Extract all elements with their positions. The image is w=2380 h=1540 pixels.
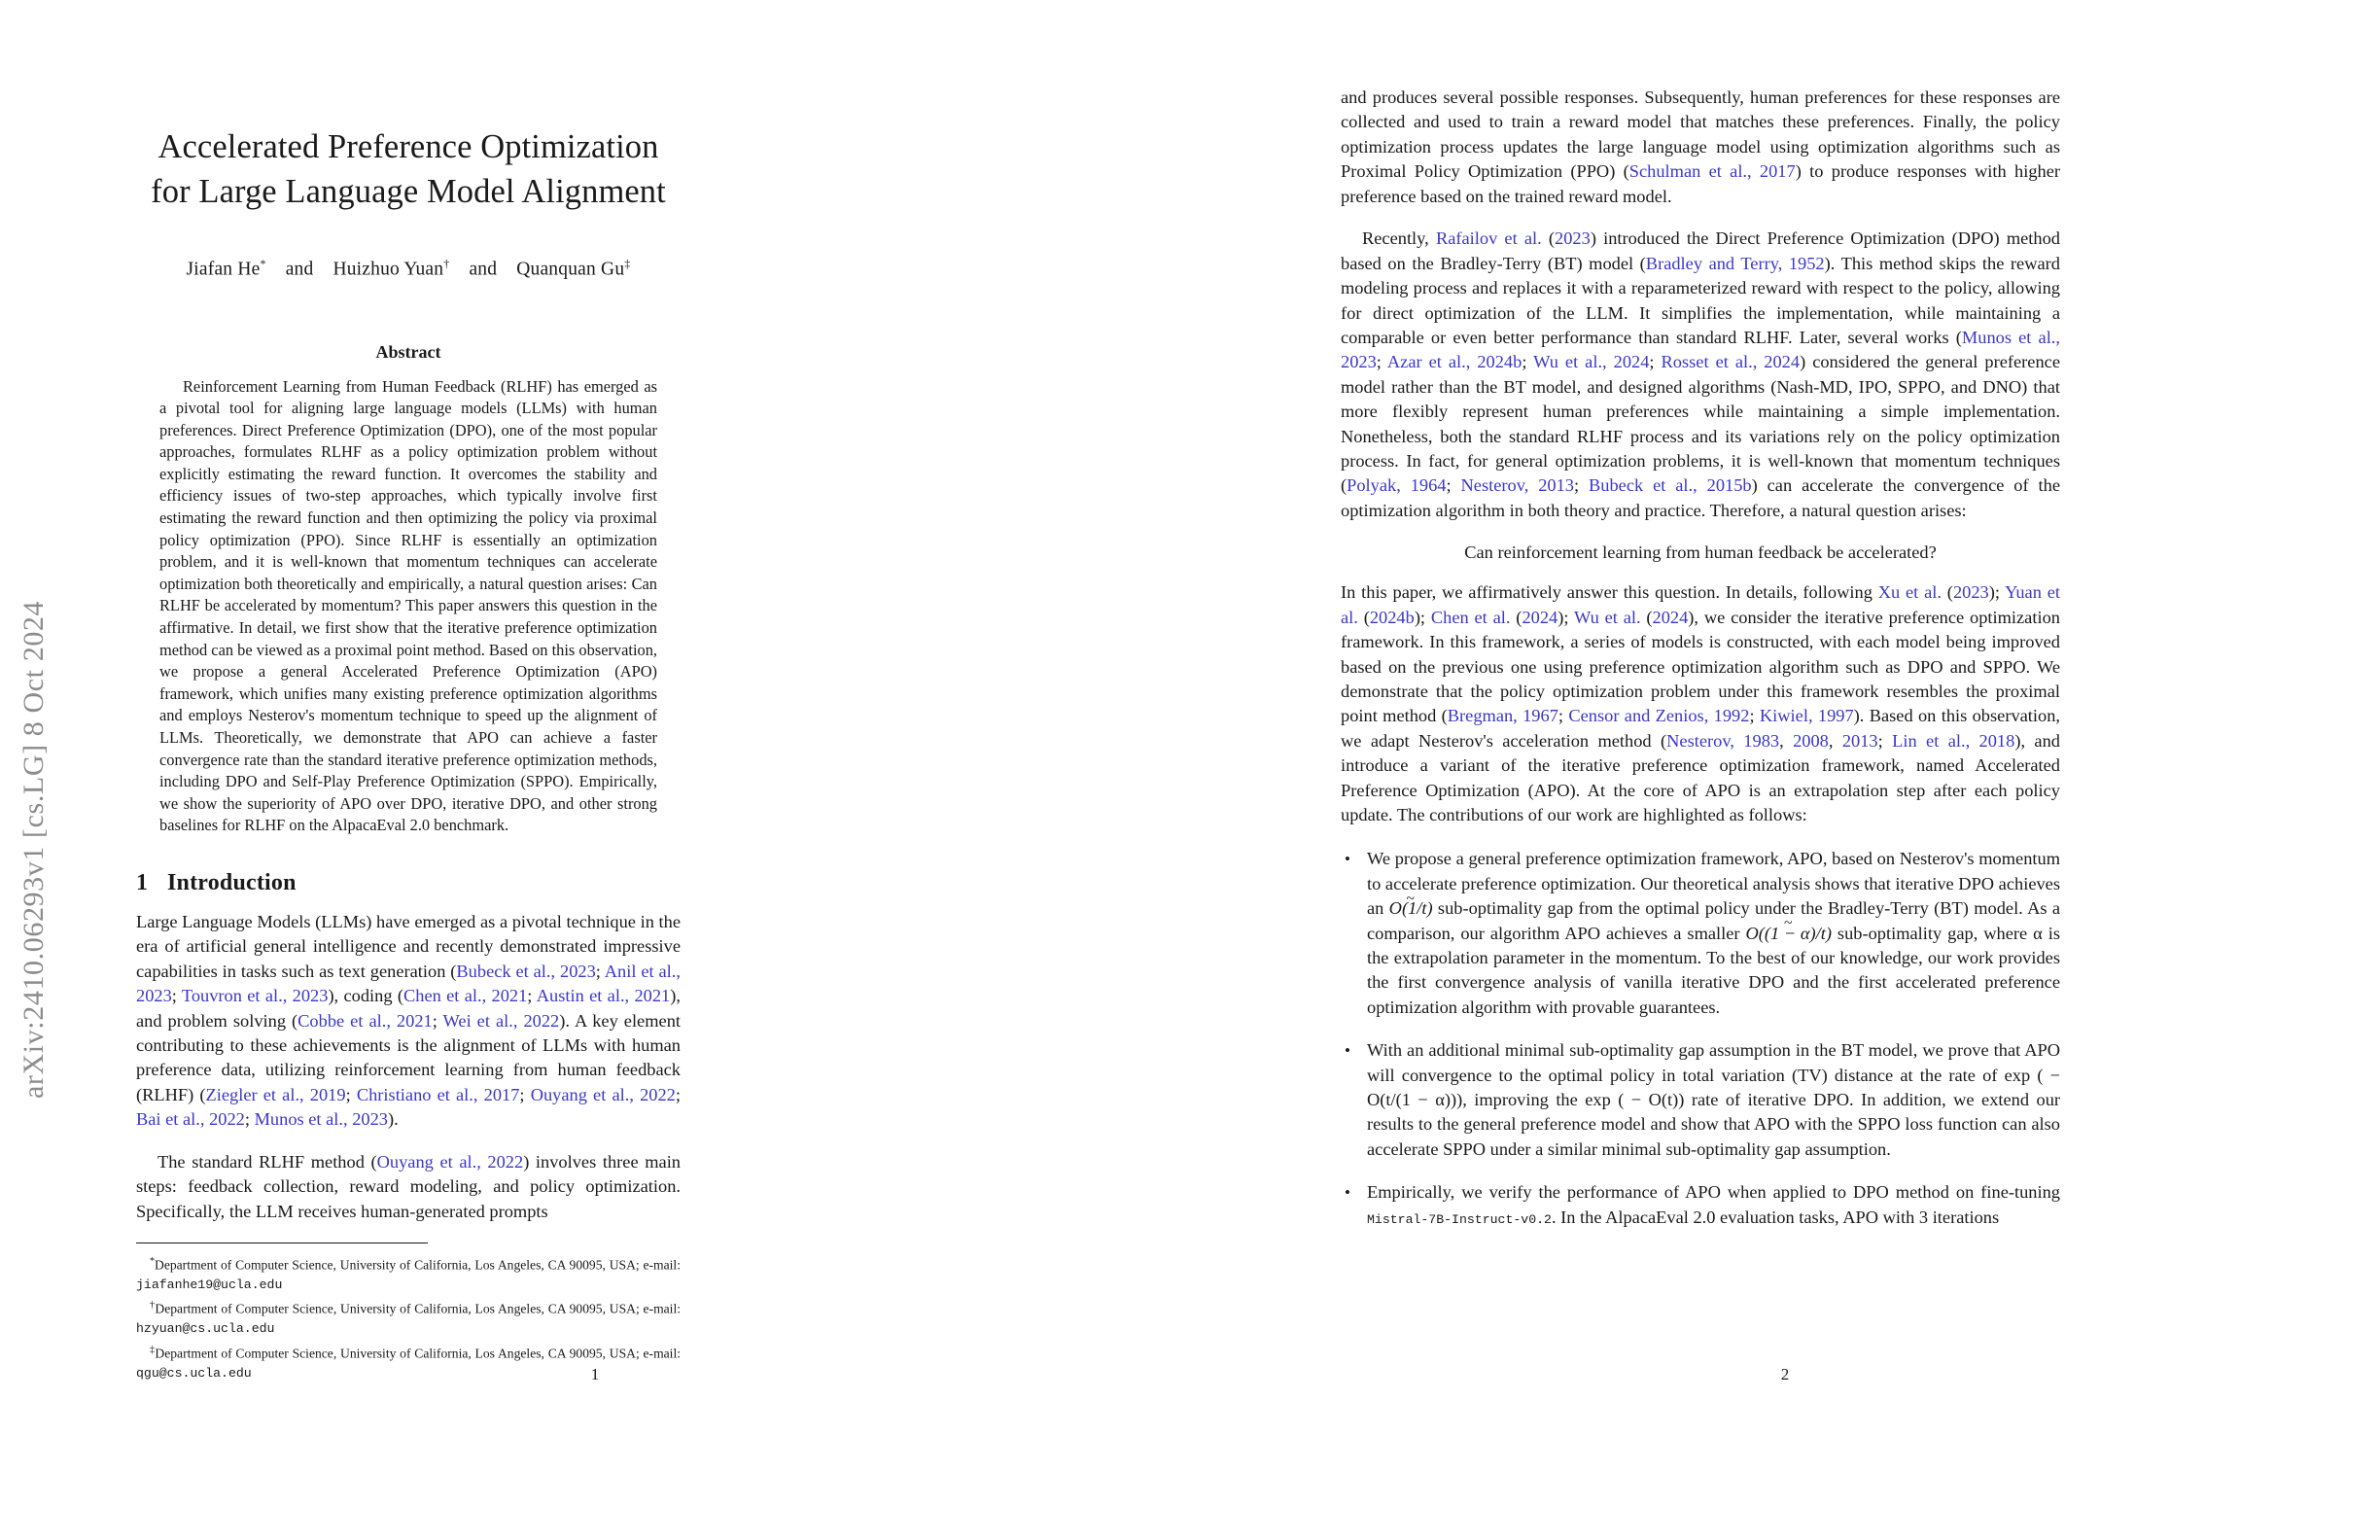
text-run: sub-optimality gap, where α is the extrapolation parameter in the momentum. To the best of our knowledge, our work provides the first convergence analysis of vanilla iterative DPO and the first accelerated preference optimization algorithm with provable guarantees.: [1367, 923, 2060, 1017]
arxiv-stamp: arXiv:2410.06293v1 [cs.LG] 8 Oct 2024: [18, 600, 50, 1099]
text-run: ;: [432, 1010, 443, 1031]
footnote-2-text: Department of Computer Science, University of California, Los Angeles, CA 90095, USA; e-mail:: [155, 1301, 682, 1316]
text-run: ;: [675, 1084, 681, 1104]
author-conjunction-2: and: [469, 259, 498, 280]
text-run: sub-optimality gap from the optimal policy under the Bradley-Terry (BT) model. As a comparison, our algorithm APO achieves a smaller: [1367, 898, 2060, 943]
text-run: ;: [1446, 475, 1461, 496]
text-run: . In the AlpacaEval 2.0 evaluation tasks, APO with 3 iterations: [1551, 1207, 2000, 1227]
text-run: ;: [345, 1084, 357, 1104]
footnote-3-email[interactable]: qgu@cs.ucla.edu: [136, 1366, 252, 1382]
text-run: ) to produce responses with higher preference based on the trained reward model.: [1341, 161, 2060, 206]
citation-link[interactable]: Bradley and Terry, 1952: [1645, 253, 1825, 273]
page-1-content: [136, 0, 681, 1540]
author-list: [136, 257, 681, 281]
citation-link[interactable]: Ouyang et al., 2022: [376, 1152, 524, 1172]
citation-link[interactable]: Wu et al.: [1573, 607, 1641, 627]
citation-link[interactable]: Nesterov, 1983: [1666, 730, 1780, 751]
text-run: ;: [1376, 352, 1387, 372]
citation-link[interactable]: Azar et al., 2024b: [1386, 352, 1522, 372]
citation-link[interactable]: Yuan et al.: [1341, 582, 2060, 627]
citation-link[interactable]: Anil et al., 2023: [136, 961, 681, 1006]
section-number: 1: [136, 869, 149, 895]
text-run: We propose a general preference optimization framework, APO, based on Nesterov's momentum to accelerate preference optimization. Our theoretical analysis shows that iterative DPO achieves an: [1367, 849, 2060, 919]
text-run: Recently,: [1362, 228, 1436, 249]
page-number-2: 2: [1780, 1365, 1790, 1383]
section-title: Introduction: [167, 869, 297, 895]
text-run: ), coding (: [328, 986, 403, 1006]
text-run: (: [1941, 582, 1953, 603]
citation-link[interactable]: Wei et al., 2022: [442, 1010, 560, 1031]
text-run: ,: [1779, 730, 1794, 751]
footnote-1: [136, 1252, 681, 1295]
citation-link[interactable]: Kiwiel, 1997: [1759, 706, 1854, 726]
research-question: Can reinforcement learning from human feedback be accelerated?: [1464, 542, 1937, 563]
text-run: and produces several possible responses. Subsequently, human preferences for these responses are collected and used to train a reward model that matches these preferences. Finally, the policy optimization process updates the large language model using optimization algorithms such as Proximal Policy Optimization (PPO) (: [1341, 88, 2060, 182]
citation-link[interactable]: Bubeck et al., 2015b: [1589, 475, 1752, 496]
text-run: With an additional minimal sub-optimality gap assumption in the BT model, we prove that APO will convergence to the optimal policy in total variation (TV) distance at the rate of: [1367, 1040, 2060, 1085]
citation-link[interactable]: 2024: [1652, 607, 1689, 627]
text-run: (: [1541, 228, 1556, 249]
footnote-1-mark: *: [150, 1255, 155, 1267]
intro-paragraph-2: [136, 1150, 681, 1224]
text-run: ) considered the general preference model rather than the BT model, and designed algorithms (Nash-MD, IPO, SPPO, and DNO) that more flexibly represent human preferences while maintaining a simple implementation. Nonetheless, both the standard RLHF process and its variations rely on the policy optimization process. In fact, for general optimization problems, it is well-known that momentum techniques (: [1341, 352, 2060, 496]
text-run: ). This method skips the reward modeling process and replaces it with a reparameterized reward with respect to the policy, allowing for direct optimization of the LLM. It simplifies the implementation, while maintaining a comparable or even better performance than standard RLHF. Later, several works (: [1341, 253, 2060, 348]
citation-link[interactable]: Xu et al.: [1877, 582, 1942, 603]
citation-link[interactable]: Munos et al., 2023: [1341, 328, 2060, 372]
text-run: );: [1988, 582, 2006, 603]
footnote-1-email[interactable]: jiafanhe19@ucla.edu: [136, 1277, 283, 1292]
author-conjunction-1: and: [285, 259, 314, 280]
footnote-2-email[interactable]: hzyuan@cs.ucla.edu: [136, 1321, 275, 1337]
citation-link[interactable]: Munos et al., 2023: [254, 1109, 388, 1130]
footnotes: [136, 1252, 681, 1383]
citation-link[interactable]: Schulman et al., 2017: [1628, 161, 1796, 182]
text-run: ).: [388, 1109, 399, 1130]
citation-link[interactable]: Chen et al., 2021: [402, 986, 528, 1006]
section-heading-introduction: [136, 870, 681, 896]
body-paragraph-3: [1341, 580, 2060, 827]
text-run: In this paper, we affirmatively answer this question. In details, following: [1341, 582, 1878, 603]
contribution-item-2: [1341, 1038, 2060, 1162]
citation-link[interactable]: Touvron et al., 2023: [181, 986, 329, 1006]
text-run: );: [1414, 607, 1431, 627]
citation-link[interactable]: Ouyang et al., 2022: [530, 1084, 676, 1104]
text-run: ;: [527, 986, 537, 1006]
text-run: (: [1640, 607, 1653, 627]
author-2-name: Huizhuo Yuan: [332, 259, 444, 280]
text-run: ). A key element contributing to these achievements is the alignment of LLMs with human preference data, utilizing reinforcement learning from human feedback (RLHF) (: [136, 1010, 681, 1104]
author-3-footnote-mark: ‡: [624, 257, 631, 270]
abstract-text: Reinforcement Learning from Human Feedback (RLHF) has emerged as a pivotal tool for aligning large language models (LLMs) with human preferences. Direct Preference Optimization (DPO), one of the most popular approaches, formulates RLHF as a policy optimization problem without explicitly estimating the reward function. It overcomes the stability and efficiency issues of two-step approaches, which typically involve first estimating the reward function and then optimizing the policy via proximal policy optimization (PPO). Since RLHF is essentially an optimization problem, and it is well-known that momentum techniques can accelerate optimization both theoretically and empirically, a natural question arises: Can RLHF be accelerated by momentum? This paper answers this question in the affirmative. In detail, we first show that the iterative preference optimization method can be viewed as a proximal point method. Based on this observation, we propose a general Accelerated Preference Optimization (APO) framework, which unifies many existing preference optimization algorithms and employs Nesterov's momentum technique to speed up the alignment of LLMs. Theoretically, we demonstrate that APO can achieve a faster convergence rate than the standard iterative preference optimization methods, including DPO and Self-Play Preference Optimization (SPPO). Empirically, we show the superiority of APO over DPO, iterative DPO, and other strong baselines for RLHF on the AlpacaEval 2.0 benchmark.: [159, 376, 657, 835]
text-run: ;: [1558, 706, 1569, 726]
page-title: Accelerated Preference Optimization for Large Language Model Alignment: [151, 128, 666, 210]
page-number-1: 1: [590, 1365, 600, 1383]
citation-link[interactable]: Austin et al., 2021: [536, 986, 671, 1006]
text-run: ;: [519, 1084, 531, 1104]
citation-link[interactable]: Rosset et al., 2024: [1661, 352, 1801, 372]
math-exp-rate-2: exp ( − O(t)): [1585, 1090, 1685, 1110]
contributions-list: [1341, 847, 2060, 1232]
abstract-heading: Abstract: [375, 341, 441, 362]
citation-link[interactable]: 2008: [1793, 730, 1829, 751]
text-run: ). Based on this observation, we adapt Nesterov's acceleration method (: [1341, 706, 2061, 751]
math-big-o-2: ~ O((1 − α)/t): [1746, 922, 1832, 946]
model-name: Mistral-7B-Instruct-v0.2: [1367, 1211, 1552, 1227]
citation-link[interactable]: 2023: [1555, 228, 1591, 249]
citation-link[interactable]: 2023: [1952, 582, 1989, 603]
text-run: (: [1357, 607, 1370, 627]
text-run: ;: [171, 986, 182, 1006]
citation-link[interactable]: Lin et al., 2018: [1892, 730, 2015, 751]
text-run: ), and problem solving (: [136, 986, 681, 1031]
math-exp-rate-1: exp ( − O(t/(1 − α))),: [1367, 1065, 2060, 1110]
text-run: ), and introduce a variant of the iterative preference optimization framework, named Accelerated Preference Optimization (APO). At the core of APO is an extrapolation step after each policy update. The contributions of our work are highlighted as follows:: [1341, 730, 2060, 824]
footnote-3-text: Department of Computer Science, University of California, Los Angeles, CA 90095, USA; e-mail:: [155, 1346, 682, 1361]
page-2: [1190, 0, 2380, 1540]
contribution-item-3: [1341, 1180, 2060, 1232]
text-run: ) involves three main steps: feedback collection, reward modeling, and policy optimization. Specifically, the LLM receives human-generated prompts: [136, 1152, 681, 1221]
author-1-footnote-mark: *: [260, 257, 266, 270]
text-run: ), we consider the iterative preference optimization framework. In this framework, a series of models is constructed, with each model being improved based on the previous one using preference optimization algorithm such as DPO and SPPO. We demonstrate that the policy optimization problem under this framework resembles the proximal point method (: [1341, 607, 2060, 726]
text-run: ) introduced the Direct Preference Optimization (DPO) method based on the Bradley-Terry (BT) model (: [1341, 228, 2060, 273]
citation-link[interactable]: Polyak, 1964: [1347, 475, 1447, 496]
contribution-item-1: [1341, 847, 2060, 1020]
footnote-separator: [136, 1242, 428, 1243]
body-paragraph-2: [1341, 227, 2060, 523]
text-run: (: [1510, 607, 1522, 627]
page-2-content: [1341, 86, 2060, 1250]
text-run: The standard RLHF method (: [158, 1152, 377, 1172]
author-3-name: Quanquan Gu: [516, 259, 625, 280]
author-1-name: Jiafan He: [186, 259, 261, 280]
text-run: ;: [1574, 475, 1590, 496]
footnote-1-text: Department of Computer Science, University of California, Los Angeles, CA 90095, USA; e-mail:: [155, 1257, 681, 1273]
footnote-2: [136, 1296, 681, 1339]
citation-link[interactable]: Bubeck et al., 2023: [456, 961, 596, 981]
citation-link[interactable]: Chen et al.: [1430, 607, 1511, 627]
citation-link[interactable]: 2013: [1841, 730, 1878, 751]
intro-paragraph-1: [136, 910, 681, 1133]
text-run: ;: [1749, 706, 1760, 726]
citation-link[interactable]: 2024b: [1369, 607, 1415, 627]
citation-link[interactable]: Bai et al., 2022: [136, 1109, 245, 1130]
footnote-3-mark: ‡: [150, 1345, 156, 1356]
text-run: ;: [1649, 352, 1662, 372]
citation-link[interactable]: Ziegler et al., 2019: [205, 1084, 346, 1104]
citation-link[interactable]: 2024: [1522, 607, 1558, 627]
citation-link[interactable]: Censor and Zenios, 1992: [1568, 706, 1750, 726]
author-2-footnote-mark: †: [443, 257, 450, 270]
text-run: ) can accelerate the convergence of the optimization algorithm in both theory and practice. Therefore, a natural question arises:: [1341, 475, 2060, 520]
footnote-2-mark: †: [150, 1300, 156, 1312]
math-big-o-1: ~ O(1/t): [1389, 896, 1433, 921]
text-run: rate of iterative DPO. In addition, we extend our results to the general preference model and show that APO with the SPPO loss function can also accelerate SPPO under a similar minimal sub-optimality gap assumption.: [1367, 1090, 2061, 1159]
citation-link[interactable]: Cobbe et al., 2021: [298, 1010, 433, 1031]
citation-link[interactable]: Christiano et al., 2017: [356, 1084, 520, 1104]
text-run: Large Language Models (LLMs) have emerged as a pivotal technique in the era of artificial general intelligence and recently demonstrated impressive capabilities in tasks such as text generation (: [136, 911, 681, 981]
text-run: ;: [244, 1109, 255, 1130]
citation-link[interactable]: Nesterov, 2013: [1460, 475, 1574, 496]
text-run: Empirically, we verify the performance of APO when applied to DPO method on fine-tuning: [1367, 1182, 2060, 1203]
text-run: ,: [1828, 730, 1842, 751]
text-run: );: [1558, 607, 1574, 627]
text-run: ;: [1522, 352, 1534, 372]
citation-link[interactable]: Bregman, 1967: [1447, 706, 1558, 726]
text-run: ;: [1877, 730, 1893, 751]
text-run: improving the: [1466, 1090, 1586, 1110]
text-run: ;: [595, 961, 605, 981]
citation-link[interactable]: Rafailov et al.: [1435, 228, 1542, 249]
citation-link[interactable]: Wu et al., 2024: [1533, 352, 1650, 372]
body-paragraph-1: [1341, 86, 2060, 209]
